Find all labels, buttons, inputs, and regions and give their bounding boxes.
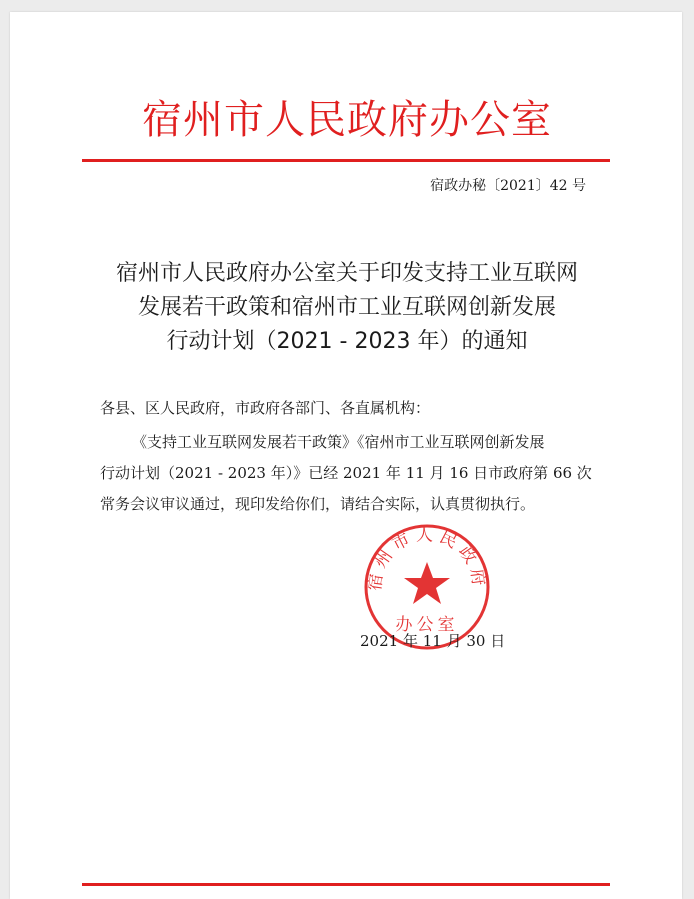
footer-red-rule — [82, 883, 610, 886]
document-title-line-3: 行动计划（2021 - 2023 年）的通知 — [166, 329, 528, 354]
recipients-line: 各县、区人民政府，市政府各部门、各直属机构： — [100, 399, 431, 417]
masthead-red-rule — [82, 159, 610, 162]
issue-date: 2021 年 11 月 30 日 — [360, 632, 506, 650]
body-text-line-3: 常务会议审议通过，现印发给你们，请结合实际，认真贯彻执行。 — [100, 495, 536, 513]
document-title-line-1: 宿州市人民政府办公室关于印发支持工业互联网 — [115, 261, 578, 286]
document-masthead: 宿州市人民政府办公室 — [142, 97, 552, 143]
body-text-line-2: 行动计划（2021 - 2023 年）》已经 2021 年 11 月 16 日市政府第 66 次 — [100, 464, 592, 482]
document-title-line-2: 发展若干政策和宿州市工业互联网创新发展 — [137, 295, 556, 320]
document-page — [10, 12, 682, 899]
seal-star-icon — [404, 562, 450, 604]
body-text-line-1: 《支持工业互联网发展若干政策》《宿州市工业互联网创新发展 — [132, 433, 545, 451]
seal-bottom-text: 办公室 — [395, 615, 459, 635]
document-number: 宿政办秘〔2021〕42 号 — [430, 178, 586, 194]
seal-ring-text: 宿州市人民政府 — [365, 525, 489, 592]
